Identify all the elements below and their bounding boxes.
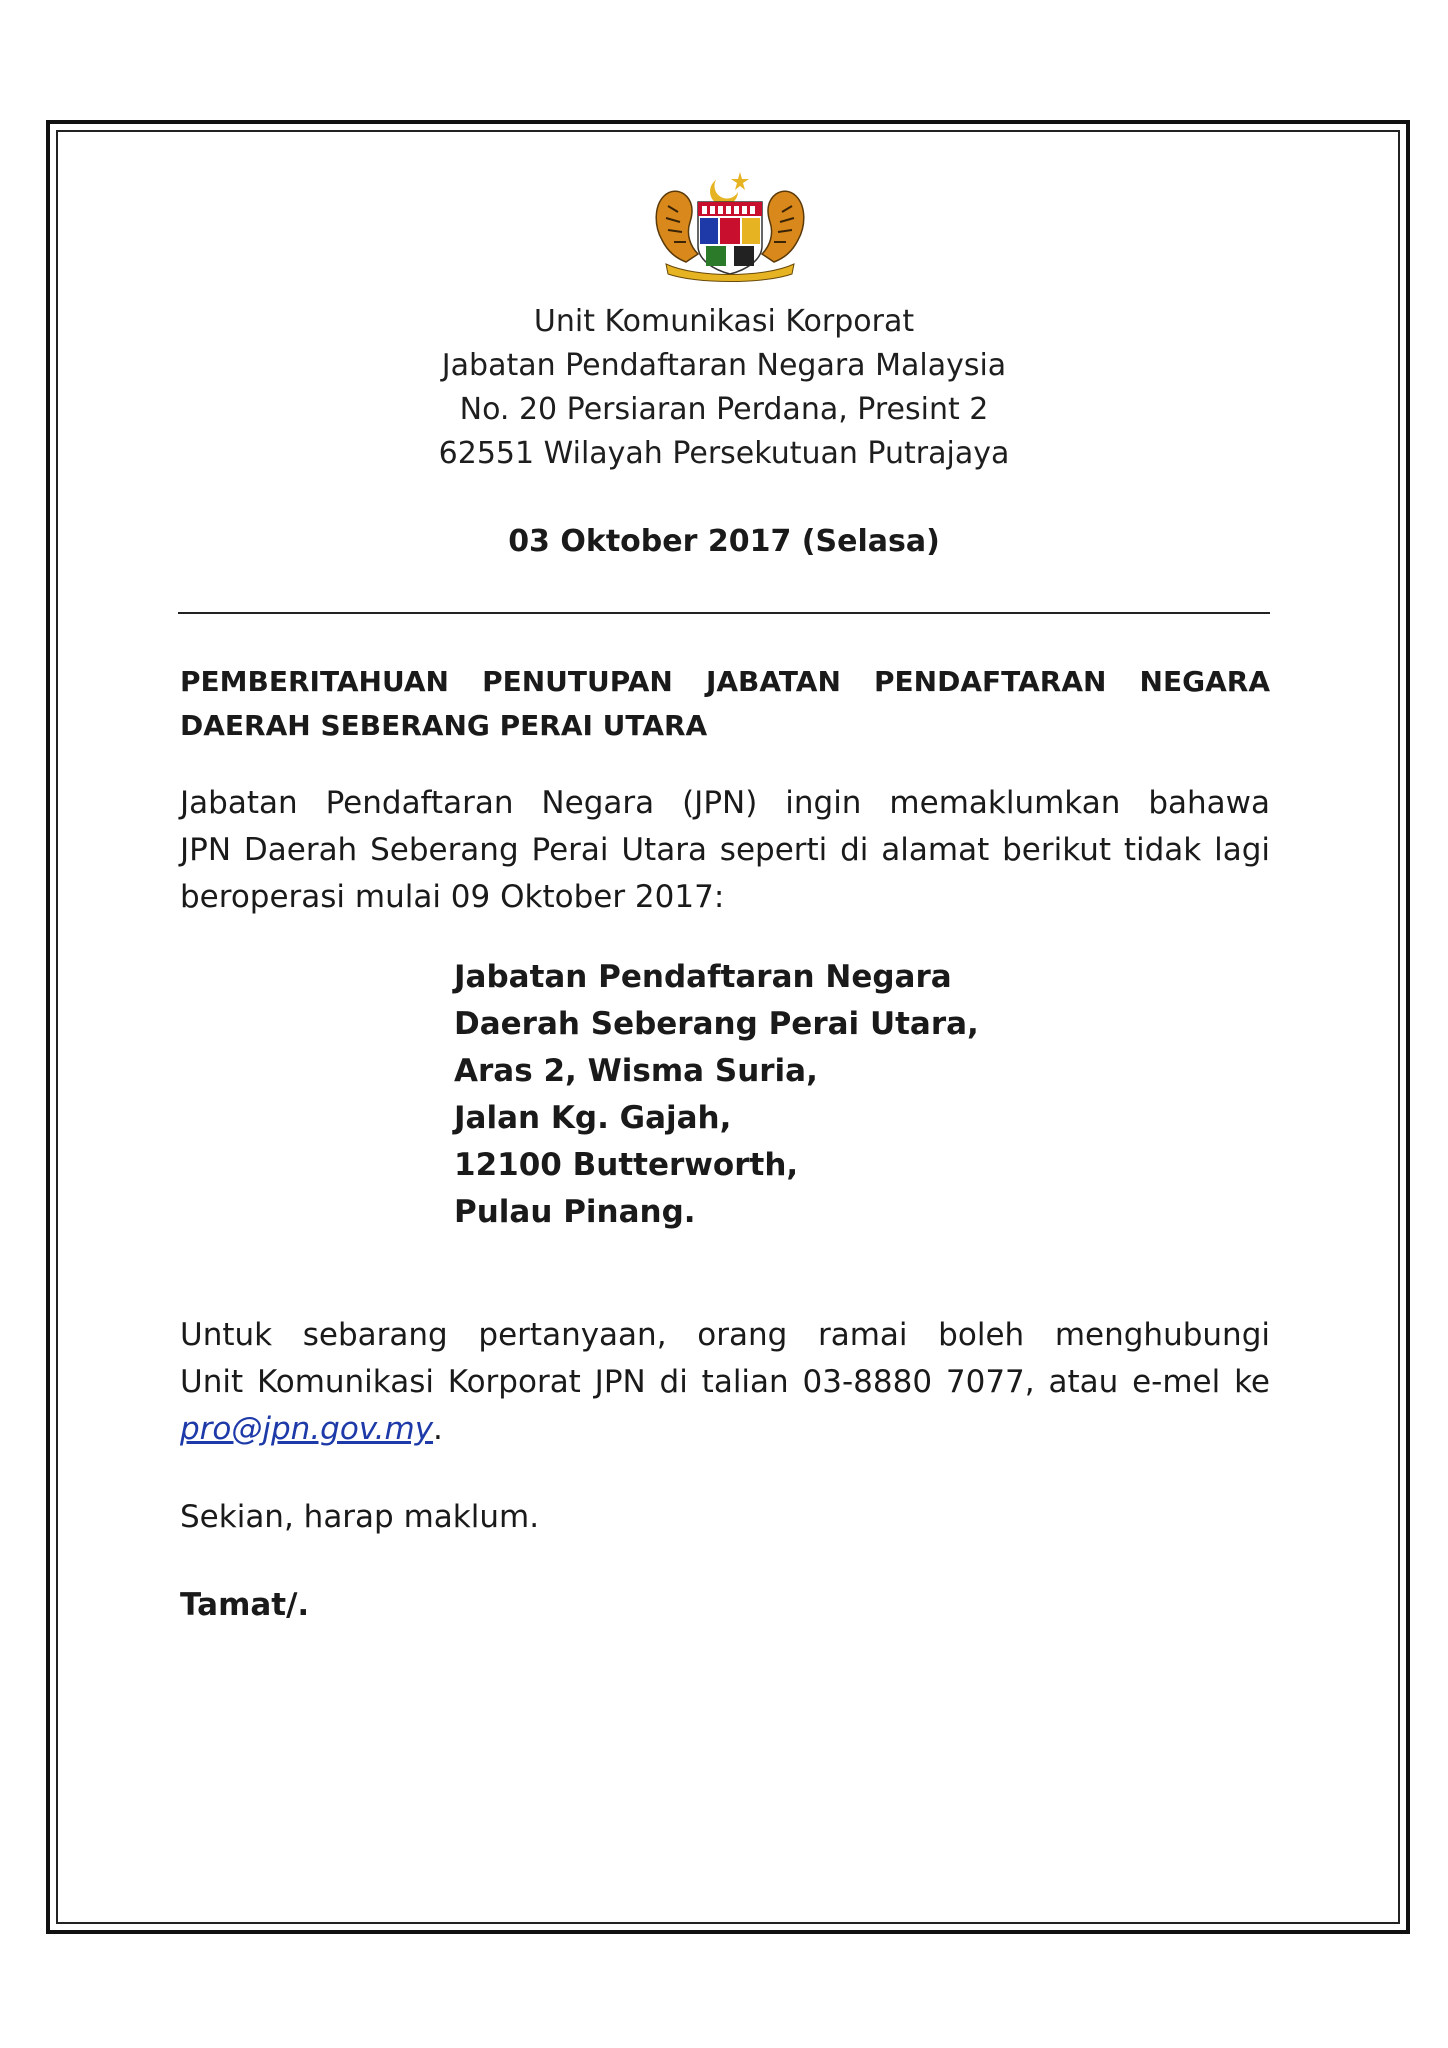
issuer-line: Jabatan Pendaftaran Negara Malaysia xyxy=(441,348,1007,383)
intro-line: JPN Daerah Seberang Perai Utara seperti di alamat berikut tidak lagi xyxy=(180,832,1270,868)
address-line: Pulau Pinang. xyxy=(454,1194,696,1230)
issuer-address-block xyxy=(0,300,1448,476)
contact-paragraph xyxy=(180,1312,1270,1453)
contact-line: Unit Komunikasi Korporat JPN di talian 03-8880 7077, atau e-mel ke xyxy=(180,1364,1270,1400)
closing-remark: Sekian, harap maklum. xyxy=(180,1499,540,1535)
notice-title-line: PEMBERITAHUAN PENUTUPAN JABATAN PENDAFTARAN NEGARA xyxy=(180,665,1270,698)
issuer-line: 62551 Wilayah Persekutuan Putrajaya xyxy=(438,436,1010,471)
notice-date: 03 Oktober 2017 (Selasa) xyxy=(508,524,940,559)
intro-line: beroperasi mulai 09 Oktober 2017: xyxy=(180,879,725,915)
contact-line: Untuk sebarang pertanyaan, orang ramai boleh menghubungi xyxy=(180,1317,1270,1353)
address-line: Jabatan Pendaftaran Negara xyxy=(454,959,952,995)
address-line: Aras 2, Wisma Suria, xyxy=(454,1053,818,1089)
address-line: Jalan Kg. Gajah, xyxy=(454,1100,732,1136)
notice-title-line: DAERAH SEBERANG PERAI UTARA xyxy=(180,709,708,742)
intro-line: Jabatan Pendaftaran Negara (JPN) ingin memaklumkan bahawa xyxy=(180,785,1270,821)
header-divider xyxy=(178,612,1270,614)
closed-office-address xyxy=(454,954,1154,1236)
intro-paragraph xyxy=(180,780,1270,921)
email-line xyxy=(180,1406,1270,1453)
notice-title xyxy=(180,660,1270,748)
malaysia-coat-of-arms-icon xyxy=(646,166,814,284)
issuer-line: No. 20 Persiaran Perdana, Presint 2 xyxy=(459,392,989,427)
issuer-line: Unit Komunikasi Korporat xyxy=(533,304,915,339)
address-line: 12100 Butterworth, xyxy=(454,1147,799,1183)
end-mark: Tamat/. xyxy=(180,1587,310,1623)
email-suffix: . xyxy=(433,1411,443,1447)
address-line: Daerah Seberang Perai Utara, xyxy=(454,1006,979,1042)
email-link[interactable]: pro@jpn.gov.my xyxy=(180,1411,434,1447)
